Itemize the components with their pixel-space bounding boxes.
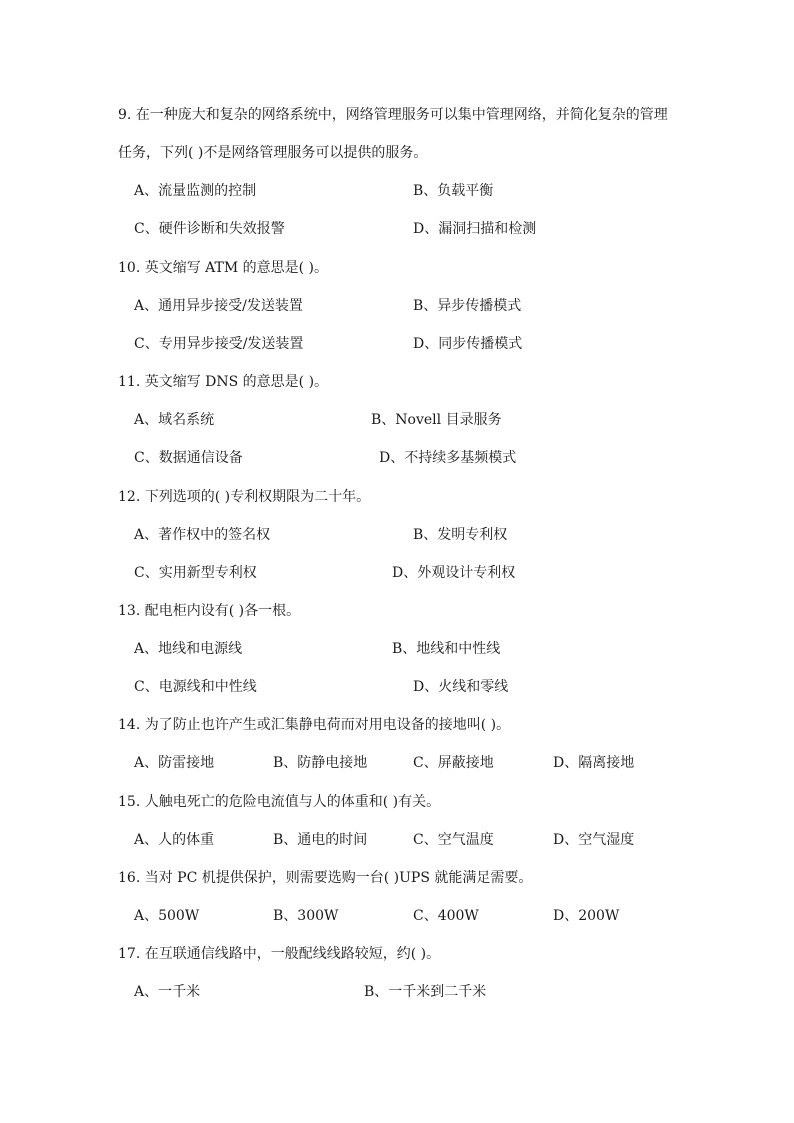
question-13-option-d: D、火线和零线 [413,679,509,695]
question-11-option-d: D、不持续多基频模式 [379,450,517,466]
question-14-option-c: C、屏蔽接地 [413,755,494,771]
question-17-stem: 17. 在互联通信线路中，一般配线线路较短，约( )。 [118,946,441,962]
question-9-stem-line-1: 9. 在一种庞大和复杂的网络系统中，网络管理服务可以集中管理网络，并简化复杂的管理 [118,107,668,123]
question-9-option-b: B、负载平衡 [413,183,494,199]
question-15-option-a: A、人的体重 [134,832,215,848]
question-16-option-c: C、400W [413,908,479,924]
question-14-stem: 14. 为了防止也许产生或汇集静电荷而对用电设备的接地叫( )。 [118,717,511,733]
question-10-option-d: D、同步传播模式 [413,336,523,352]
question-13-option-b: B、地线和中性线 [392,641,501,657]
question-10-option-a: A、通用异步接受/发送装置 [134,298,303,314]
question-15-option-b: B、通电的时间 [273,832,368,848]
question-15-stem: 15. 人触电死亡的危险电流值与人的体重和( )有关。 [118,794,441,810]
question-14-option-a: A、防雷接地 [134,755,215,771]
question-10-stem: 10. 英文缩写 ATM 的意思是( )。 [118,260,329,276]
question-14-option-b: B、防静电接地 [273,755,368,771]
question-9-stem-line-2: 任务，下列( )不是网络管理服务可以提供的服务。 [118,145,428,161]
question-16-option-a: A、500W [134,908,200,924]
question-17-option-a: A、一千米 [134,984,201,1000]
question-16-option-d: D、200W [553,908,620,924]
question-11-option-a: A、域名系统 [134,412,215,428]
question-11-stem: 11. 英文缩写 DNS 的意思是( )。 [118,374,329,390]
question-14-option-d: D、隔离接地 [553,755,635,771]
question-15-option-c: C、空气温度 [413,832,494,848]
question-10-option-c: C、专用异步接受/发送装置 [134,336,304,352]
question-9-option-a: A、流量监测的控制 [134,183,257,199]
question-12-stem: 12. 下列选项的( )专利权期限为二十年。 [118,489,371,505]
question-9-option-c: C、硬件诊断和失效报警 [134,221,285,237]
question-13-option-a: A、地线和电源线 [134,641,243,657]
question-17-option-b: B、一千米到二千米 [364,984,487,1000]
question-13-option-c: C、电源线和中性线 [134,679,257,695]
question-15-option-d: D、空气湿度 [553,832,635,848]
question-12-option-c: C、实用新型专利权 [134,565,257,581]
question-12-option-a: A、著作权中的签名权 [134,527,271,543]
question-10-option-b: B、异步传播模式 [413,298,522,314]
question-16-stem: 16. 当对 PC 机提供保护，则需要选购一台( )UPS 就能满足需要。 [118,870,533,886]
question-12-option-d: D、外观设计专利权 [392,565,516,581]
question-16-option-b: B、300W [273,908,339,924]
question-11-option-b: B、Novell 目录服务 [371,412,502,428]
question-11-option-c: C、数据通信设备 [134,450,243,466]
question-9-option-d: D、漏洞扫描和检测 [413,221,537,237]
question-13-stem: 13. 配电柜内设有( )各一根。 [118,603,301,619]
question-12-option-b: B、发明专利权 [413,527,508,543]
